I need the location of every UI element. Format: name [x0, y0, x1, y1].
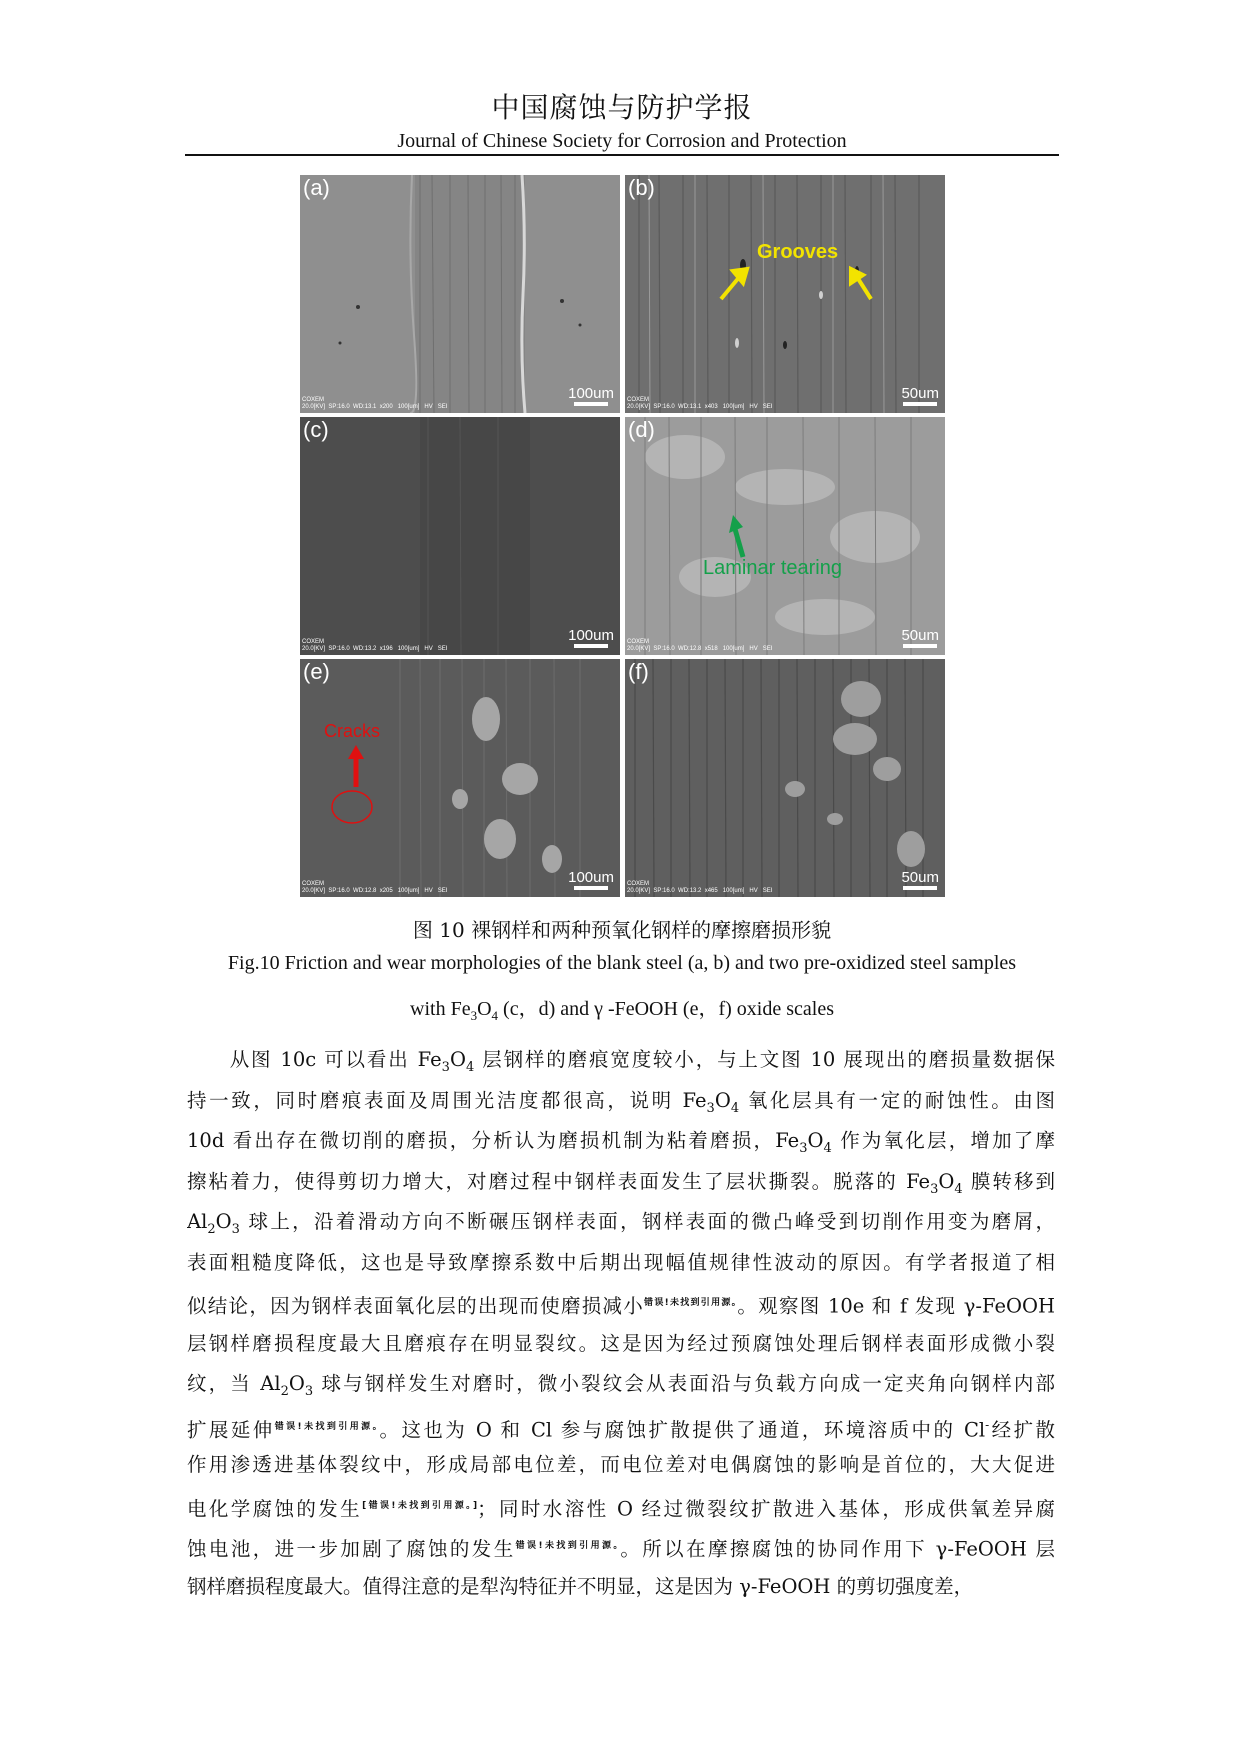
journal-title-en: Journal of Chinese Society for Corrosion and Protection	[397, 130, 847, 152]
sem-metadata: COXEM 20.0[KV] SP:16.0 WD:13.1 x403 100[um] HV SEI	[627, 397, 773, 410]
annotation-grooves: Grooves	[757, 241, 839, 263]
figure-caption-cn: 图 10 裸钢样和两种预氧化钢样的摩擦磨损形貌	[412, 918, 832, 942]
figure-caption-en-line1: Fig.10 Friction and wear morphologies of the blank steel (a, b) and two pre-oxidized steel samples	[227, 952, 1017, 974]
sem-metadata: COXEM 20.0[KV] SP:16.0 WD:12.8 x205 100[um] HV SEI	[302, 881, 448, 894]
body-line-12: 电化学腐蚀的发生[错误!未找到引用源。]；同时水溶性 O 经过微裂纹扩散进入基体，形成供氧差异腐	[187, 1497, 1055, 1520]
ref-error-1: 错误!未找到引用源。	[644, 1298, 738, 1308]
sem-texture-d	[625, 417, 945, 655]
body-line-3: 10d 看出存在微切削的磨损，分析认为磨损机制为粘着磨损，$Fe_3O_4$ 作为氧化层，增加了摩	[187, 1129, 1055, 1156]
body-paragraph	[187, 1040, 1055, 1607]
panel-label: (e)	[303, 659, 330, 684]
journal-title-cn: 中国腐蚀与防护学报	[491, 91, 753, 124]
sem-texture-c	[300, 417, 620, 655]
scale-bar	[568, 385, 614, 406]
panel-label: (d)	[628, 417, 655, 442]
ref-error-2: 错误!未找到引用源。	[274, 1421, 380, 1432]
header-rule	[185, 154, 1059, 156]
scale-bar-line	[903, 644, 937, 648]
scale-bar-label: 50um	[901, 627, 939, 644]
body-line-2: 持一致，同时磨痕表面及周围光洁度都很高，说明 $Fe_3O_4$ 氧化层具有一定的耐蚀性。由图	[187, 1088, 1055, 1116]
sem-texture-e	[300, 659, 620, 897]
sem-texture-f	[625, 659, 945, 897]
scale-bar	[901, 869, 939, 890]
scale-bar-label: 100um	[568, 627, 614, 644]
body-line-11: 作用渗透进基体裂纹中，形成局部电位差，而电位差对电偶腐蚀的影响是首位的，大大促进	[187, 1453, 1055, 1476]
sem-panel-c	[300, 417, 620, 655]
scale-bar-line	[574, 402, 608, 406]
sem-panel-f	[625, 659, 945, 897]
scale-bar	[568, 869, 614, 890]
body-line-13: 蚀电池，进一步加剧了腐蚀的发生$^{错误!未找到引用源。}$。所以在摩擦腐蚀的协同作用下 γ-FeOOH 层	[187, 1537, 1055, 1561]
body-line-9: 纹，当 $Al_2O_3$ 球与钢样发生对磨时，微小裂纹会从表面沿与负载方向成一定夹角向钢样内部	[187, 1372, 1055, 1399]
ref-error-3: [错误!未找到引用源。]	[362, 1500, 478, 1511]
panel-label: (f)	[628, 659, 649, 684]
scale-bar-label: 50um	[901, 869, 939, 886]
scale-bar-line	[574, 886, 608, 890]
sem-metadata: COXEM 20.0[KV] SP:16.0 WD:13.2 x465 100[um] HV SEI	[627, 881, 773, 894]
ref-error-4: 错误!未找到引用源。	[515, 1541, 621, 1551]
panel-label: (c)	[303, 417, 329, 442]
journal-header	[185, 88, 1059, 154]
body-line-8: 层钢样磨损程度最大且磨痕存在明显裂纹。这是因为经过预腐蚀处理后钢样表面形成微小裂	[187, 1331, 1055, 1355]
body-line-5: $Al_2O_3$ 球上，沿着滑动方向不断碾压钢样表面，钢样表面的微凸峰受到切削作用变为磨屑，	[187, 1210, 1055, 1237]
sem-panel-a	[300, 175, 620, 413]
body-line-6: 表面粗糙度降低，这也是导致摩擦系数中后期出现幅值规律性波动的原因。有学者报道了相	[187, 1250, 1055, 1274]
scale-bar-label: 100um	[568, 869, 614, 886]
scale-bar	[901, 627, 939, 648]
sem-texture-b	[625, 175, 945, 413]
panel-label: (a)	[303, 175, 330, 200]
scale-bar	[568, 627, 614, 648]
body-line-4: 擦粘着力，使得剪切力增大，对磨过程中钢样表面发生了层状撕裂。脱落的 $Fe_3O_4$ 膜转移到	[187, 1169, 1055, 1197]
sem-panel-b	[625, 175, 945, 413]
annotation-laminar-tearing: Laminar tearing	[703, 557, 842, 579]
sem-texture-a	[300, 175, 620, 413]
sem-panel-d	[625, 417, 945, 655]
sem-metadata: COXEM 20.0[KV] SP:16.0 WD:13.1 x200 100[um] HV SEI	[302, 397, 448, 410]
scale-bar	[901, 385, 939, 406]
body-line-1: 从图 10c 可以看出 $Fe_3O_4$ 层钢样的磨痕宽度较小，与上文图 10 展现出的磨损量数据保	[187, 1048, 1055, 1075]
body-line-7: 似结论，因为钢样表面氧化层的出现而使磨损减小$^{错误!未找到引用源。}$。观察图 10e 和 f 发现 γ-FeOOH	[187, 1294, 1055, 1318]
annotation-cracks: Cracks	[324, 721, 381, 741]
sem-panel-e	[300, 659, 620, 897]
panel-label: (b)	[628, 175, 655, 200]
sem-metadata: COXEM 20.0[KV] SP:16.0 WD:13.2 x196 100[um] HV SEI	[302, 639, 448, 652]
figure-10	[300, 175, 946, 899]
sem-metadata: COXEM 20.0[KV] SP:16.0 WD:12.8 x518 100[um] HV SEI	[627, 639, 773, 652]
body-line-10: 扩展延伸$^{错误!未找到引用源。}$。这也为 O 和 Cl 参与腐蚀扩散提供了通道，环境溶质中的 Cl-经扩散	[187, 1417, 1055, 1441]
figure-caption-en-line2: with $Fe_3O_4$ (c，d) and γ -FeOOH (e，f) oxide scales	[410, 998, 834, 1023]
body-line-14: 钢样磨损程度最大。值得注意的是犁沟特征并不明显，这是因为 γ-FeOOH 的剪切强度差，	[187, 1574, 974, 1598]
scale-bar-line	[574, 644, 608, 648]
scale-bar-line	[903, 886, 937, 890]
scale-bar-label: 100um	[568, 385, 614, 402]
scale-bar-label: 50um	[901, 385, 939, 402]
scale-bar-line	[903, 402, 937, 406]
